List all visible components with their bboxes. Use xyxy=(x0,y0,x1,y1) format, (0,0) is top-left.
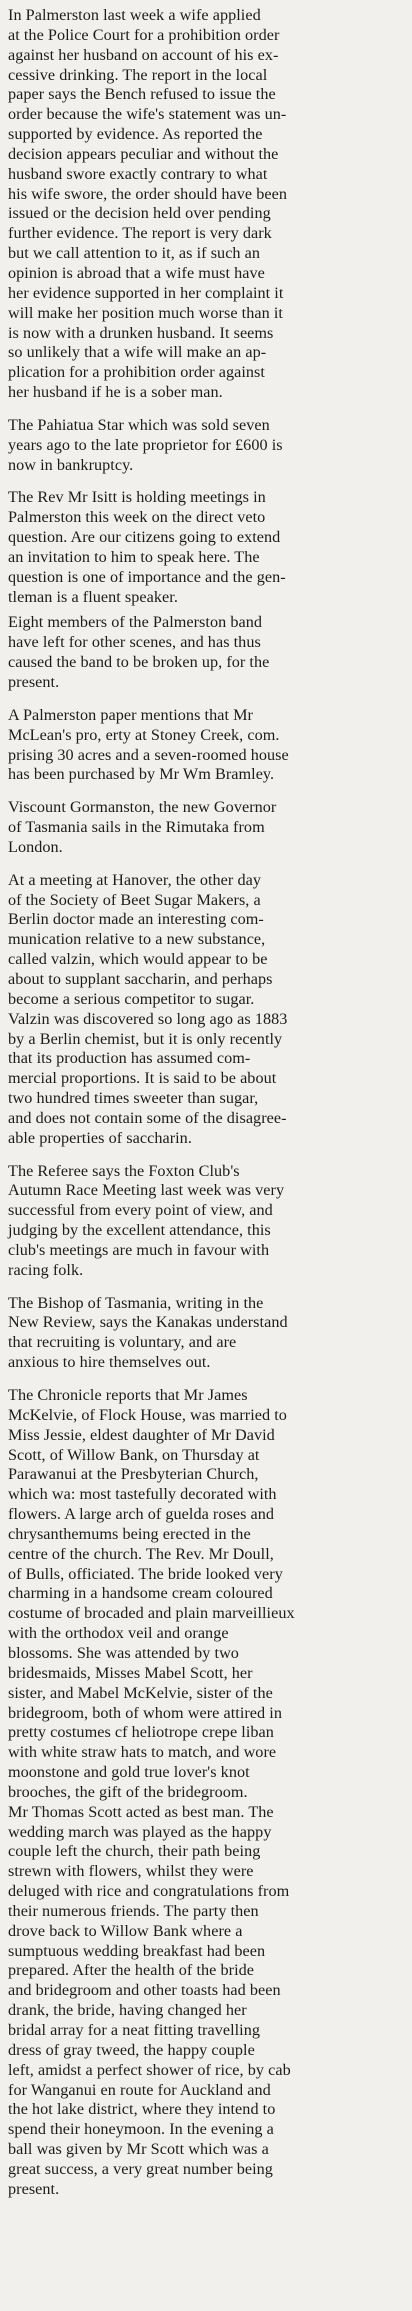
text-line: racing folk. xyxy=(8,1260,84,1279)
text-line: Mr Thomas Scott acted as best man. The xyxy=(8,1802,274,1821)
text-line: chrysanthemums being erected in the xyxy=(8,1524,251,1543)
text-line: the hot lake district, where they intend to xyxy=(8,2100,276,2119)
text-line: bridal array for a neat fitting travelling xyxy=(8,2021,261,2039)
text-line: costume of brocaded and plain marveillieux xyxy=(8,1604,295,1623)
text-line: opinion is abroad that a wife must have xyxy=(8,263,265,282)
article-viscount-gormanston xyxy=(8,798,412,858)
article-pahiatua-star xyxy=(8,416,412,476)
text-line: able properties of saccharin. xyxy=(8,1128,192,1147)
text-line: London. xyxy=(8,837,63,856)
text-line: supported by evidence. As reported the xyxy=(8,125,263,144)
text-line: of the Society of Beet Sugar Makers, a xyxy=(8,890,261,909)
text-line: Viscount Gormanston, the new Governor xyxy=(8,798,277,817)
text-line: The Chronicle reports that Mr James xyxy=(8,1386,248,1404)
article-bishop-of-tasmania xyxy=(8,1294,412,1373)
text-line: of Bulls, officiated. The bride looked very xyxy=(8,1564,283,1583)
text-line: his wife swore, the order should have been xyxy=(8,184,288,203)
text-line: so unlikely that a wife will make an ap- xyxy=(8,343,267,362)
article-mckelvie-scott-wedding xyxy=(8,1386,412,2200)
text-line: for Wanganui en route for Auckland and xyxy=(8,2080,271,2099)
text-line: sister, and Mabel McKelvie, sister of the xyxy=(8,1683,273,1702)
paragraph-gap xyxy=(8,403,412,416)
paragraph-gap xyxy=(8,1281,412,1294)
text-line: against her husband on account of his ex- xyxy=(8,45,279,64)
text-line: paper says the Bench refused to issue the xyxy=(8,85,276,104)
text-line: sumptuous wedding breakfast had been xyxy=(8,1941,266,1960)
text-line: husband swore exactly contrary to what xyxy=(8,164,268,183)
text-line: moonstone and gold true lover's knot xyxy=(8,1763,250,1782)
text-line: question is one of importance and the gen- xyxy=(8,567,286,586)
text-line: Miss Jessie, eldest daughter of Mr David xyxy=(8,1425,275,1444)
text-line: bridesmaids, Misses Mabel Scott, her xyxy=(8,1663,253,1682)
text-line: their numerous friends. The party then xyxy=(8,1901,259,1920)
text-line: by a Berlin chemist, but it is only recently xyxy=(8,1029,283,1048)
text-line: two hundred times sweeter than sugar, xyxy=(8,1089,259,1108)
text-line: Autumn Race Meeting last week was very xyxy=(8,1181,285,1200)
text-line: deluged with rice and congratulations from xyxy=(8,1882,290,1901)
text-line: bridegroom, both of whom were attired in xyxy=(8,1703,282,1722)
text-line: anxious to hire themselves out. xyxy=(8,1353,211,1372)
text-line: drove back to Willow Bank where a xyxy=(8,1921,243,1940)
text-line: question. Are our citizens going to extend xyxy=(8,528,281,547)
text-line: Berlin doctor made an interesting com- xyxy=(8,910,264,929)
text-line: of Tasmania sails in the Rimutaka from xyxy=(8,818,265,837)
text-line: years ago to the late proprietor for £600 is xyxy=(8,435,283,454)
text-line: A Palmerston paper mentions that Mr xyxy=(8,705,253,724)
text-line: prising 30 acres and a seven-roomed house xyxy=(8,745,289,764)
text-line: The Rev Mr Isitt is holding meetings in xyxy=(8,488,266,507)
text-line: spend their honeymoon. In the evening a xyxy=(8,2120,274,2139)
text-line: prepared. After the health of the bride xyxy=(8,1961,255,1980)
text-line: issued or the decision held over pending xyxy=(8,204,271,223)
paragraph-gap xyxy=(8,1149,412,1162)
text-line: New Review, says the Kanakas understand xyxy=(8,1313,288,1332)
text-line: blossoms. She was attended by two xyxy=(8,1643,239,1662)
text-line: pretty costumes cf heliotrope crepe liban xyxy=(8,1723,274,1742)
text-line: at the Police Court for a prohibition order xyxy=(8,25,280,44)
text-line: charming in a handsome cream coloured xyxy=(8,1584,273,1603)
text-line: Eight members of the Palmerston band xyxy=(8,613,263,632)
text-line: The Referee says the Foxton Club's xyxy=(8,1161,240,1180)
article-palmerston-band xyxy=(8,613,412,692)
paragraph-gap xyxy=(8,693,412,706)
text-line: The Pahiatua Star which was sold seven xyxy=(8,415,270,434)
text-line: further evidence. The report is very dark xyxy=(8,224,272,243)
text-line: great success, a very great number being xyxy=(8,2159,273,2178)
text-line: cessive drinking. The report in the local xyxy=(8,65,268,84)
text-line: left, amidst a perfect shower of rice, by cab xyxy=(8,2060,291,2079)
text-line: centre of the church. The Rev. Mr Doull, xyxy=(8,1544,274,1563)
text-line: drank, the bride, having changed her xyxy=(8,2001,247,2020)
text-line: successful from every point of view, and xyxy=(8,1201,273,1220)
text-line: called valzin, which would appear to be xyxy=(8,950,268,969)
text-line: McKelvie, of Flock House, was married to xyxy=(8,1405,287,1424)
text-line: At a meeting at Hanover, the other day xyxy=(8,870,261,889)
text-line: has been purchased by Mr Wm Bramley. xyxy=(8,765,275,784)
text-line: judging by the excellent attendance, this xyxy=(8,1221,271,1240)
text-line: present. xyxy=(8,2179,60,2198)
text-line: In Palmerston last week a wife applied xyxy=(8,6,261,24)
text-line: couple left the church, their path being xyxy=(8,1842,261,1861)
text-line: Valzin was discovered so long ago as 1883 xyxy=(8,1009,288,1028)
text-line: an invitation to him to speak here. The xyxy=(8,547,260,566)
text-line: club's meetings are much in favour with xyxy=(8,1240,270,1259)
text-line: present. xyxy=(8,673,60,691)
text-line: Palmerston this week on the direct veto xyxy=(8,508,266,527)
text-line: strewn with flowers, whilst they were xyxy=(8,1862,254,1881)
article-palmerston-prohibition-order xyxy=(8,6,412,403)
article-foxton-races xyxy=(8,1162,412,1281)
text-line: her evidence supported in her complaint it xyxy=(8,283,284,302)
text-line: plication for a prohibition order against xyxy=(8,363,265,382)
text-line: that its production has assumed com- xyxy=(8,1049,251,1068)
text-line: ball was given by Mr Scott which was a xyxy=(8,2140,269,2159)
text-line: but we call attention to it, as if such an xyxy=(8,244,261,263)
text-line: brooches, the gift of the bridegroom. xyxy=(8,1782,248,1801)
text-line: Parawanui at the Presbyterian Church, xyxy=(8,1465,259,1484)
text-line: with white straw hats to match, and wore xyxy=(8,1743,277,1762)
text-line: is now with a drunken husband. It seems xyxy=(8,323,274,342)
paragraph-gap xyxy=(8,858,412,871)
paragraph-gap xyxy=(8,785,412,798)
text-line: munication relative to a new substance, xyxy=(8,930,266,949)
text-line: wedding march was played as the happy xyxy=(8,1822,272,1841)
text-line: now in bankruptcy. xyxy=(8,455,134,474)
text-line: and does not contain some of the disagree- xyxy=(8,1108,287,1127)
text-line: dress of gray tweed, the happy couple xyxy=(8,2040,255,2059)
text-line: mercial proportions. It is said to be about xyxy=(8,1069,277,1088)
text-line: caused the band to be broken up, for the xyxy=(8,653,270,672)
paragraph-gap xyxy=(8,475,412,488)
text-line: McLean's pro, erty at Stoney Creek, com. xyxy=(8,725,280,744)
text-line: that recruiting is voluntary, and are xyxy=(8,1333,237,1352)
text-line: decision appears peculiar and without the xyxy=(8,144,279,163)
text-line: her husband if he is a sober man. xyxy=(8,383,223,402)
text-line: The Bishop of Tasmania, writing in the xyxy=(8,1293,264,1312)
text-line: and bridegroom and other toasts had been xyxy=(8,1981,281,2000)
text-line: flowers. A large arch of guelda roses and xyxy=(8,1505,275,1524)
article-rev-isitt xyxy=(8,488,412,607)
text-line: will make her position much worse than it xyxy=(8,303,283,322)
text-line: Scott, of Willow Bank, on Thursday at xyxy=(8,1445,260,1464)
text-line: have left for other scenes, and has thus xyxy=(8,633,261,652)
text-line: become a serious competitor to sugar. xyxy=(8,989,255,1008)
article-mclean-property xyxy=(8,706,412,785)
paragraph-gap xyxy=(8,1373,412,1386)
text-line: tleman is a fluent speaker. xyxy=(8,587,178,606)
text-line: order because the wife's statement was un- xyxy=(8,105,287,124)
article-valzin xyxy=(8,871,412,1149)
text-line: which wa: most tastefully decorated with xyxy=(8,1485,277,1504)
text-line: with the orthodox veil and orange xyxy=(8,1624,229,1643)
text-line: about to supplant saccharin, and perhaps xyxy=(8,969,273,988)
